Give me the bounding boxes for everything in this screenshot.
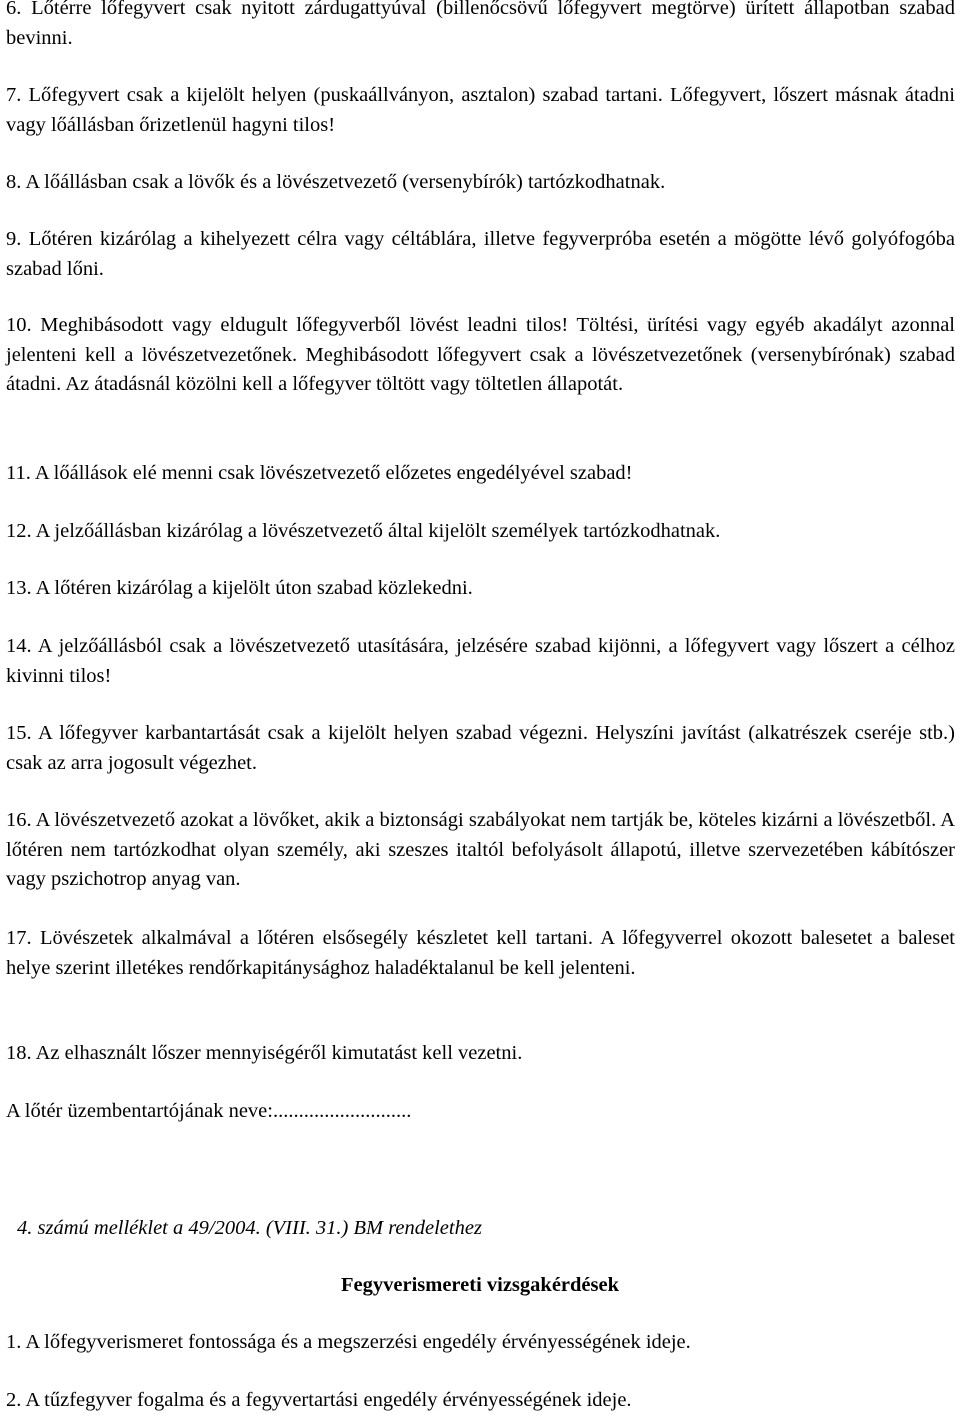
rule-10: 10. Meghibásodott vagy eldugult lőfegyverből lövést leadni tilos! Töltési, ürítési vagy egyéb akadályt azonnal jelenteni kell a lövészetvezetőnek. Meghibásodott lőfegyvert csak a lövészetvezetőnek (versenybírónak) szabad átadni. Az átadásnál közölni kell a lőfegyver töltött vagy töltetlen állapotát. <box>6 314 955 395</box>
annex-reference: 4. számú melléklet a 49/2004. (VIII. 31.) BM rendelethez <box>17 1217 482 1239</box>
rule-6: 6. Lőtérre lőfegyvert csak nyitott zárdugattyúval (billenőcsövű lőfegyvert megtörve) ürített állapotban szabad bevinni. <box>6 0 955 49</box>
rule-17: 17. Lövészetek alkalmával a lőtéren elsősegély készletet kell tartani. A lőfegyverrel okozott balesetet a baleset helye szerint illetékes rendőrkapitánysághoz haladéktalanul be kell jelenteni. <box>6 927 955 979</box>
rule-14: 14. A jelzőállásból csak a lövészetvezető utasítására, jelzésére szabad kijönni, a lőfegyvert vagy lőszert a célhoz kivinni tilos! <box>6 635 955 687</box>
rule-12: 12. A jelzőállásban kizárólag a lövészetvezető által kijelölt személyek tartózkodhatnak. <box>6 520 721 542</box>
rule-13: 13. A lőtéren kizárólag a kijelölt úton szabad közlekedni. <box>6 577 473 599</box>
question-1: 1. A lőfegyverismeret fontossága és a megszerzési engedély érvényességének ideje. <box>6 1331 691 1353</box>
rule-11: 11. A lőállások elé menni csak lövészetvezető előzetes engedélyével szabad! <box>6 462 633 484</box>
rule-16: 16. A lövészetvezető azokat a lövőket, akik a biztonsági szabályokat nem tartják be, köteles kizárni a lövészetből. A lőtéren nem tartózkodhat olyan személy, aki szeszes italtól befolyásolt állapotú, illetve szervezetében kábítószer vagy pszichotrop anyag van. <box>6 809 955 890</box>
rule-7: 7. Lőfegyvert csak a kijelölt helyen (puskaállványon, asztalon) szabad tartani. Lőfegyvert, lőszert másnak átadni vagy lőállásban őrizetlenül hagyni tilos! <box>6 84 955 136</box>
question-2: 2. A tűzfegyver fogalma és a fegyvertartási engedély érvényességének ideje. <box>6 1389 632 1411</box>
operator-name-line: A lőtér üzembentartójának neve:........................... <box>6 1100 412 1122</box>
rule-18: 18. Az elhasznált lőszer mennyiségéről kimutatást kell vezetni. <box>6 1042 523 1064</box>
rule-15: 15. A lőfegyver karbantartását csak a kijelölt helyen szabad végezni. Helyszíni javítást (alkatrészek cseréje stb.) csak az arra jogosult végezhet. <box>6 722 955 774</box>
section-title: Fegyverismereti vizsgakérdések <box>341 1274 619 1296</box>
rule-9: 9. Lőtéren kizárólag a kihelyezett célra vagy céltáblára, illetve fegyverpróba esetén a mögötte lévő golyófogóba szabad lőni. <box>6 228 955 280</box>
rule-8: 8. A lőállásban csak a lövők és a lövészetvezető (versenybírók) tartózkodhatnak. <box>6 171 666 193</box>
